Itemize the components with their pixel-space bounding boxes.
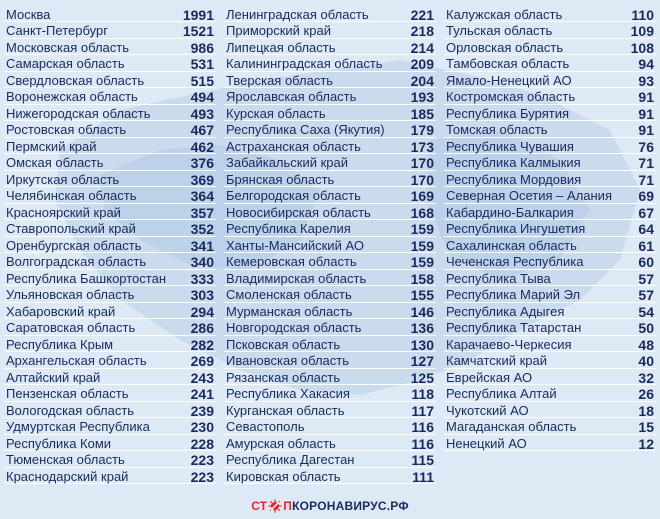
case-count: 204 bbox=[410, 72, 434, 89]
table-row bbox=[444, 421, 656, 435]
table-row bbox=[4, 190, 216, 204]
table-row bbox=[4, 124, 216, 138]
region-name: Республика Ингушетия bbox=[446, 221, 586, 236]
region-name: Еврейская АО bbox=[446, 369, 533, 385]
region-name: Калужская область bbox=[446, 6, 563, 22]
table-row bbox=[224, 322, 436, 336]
region-name: Республика Саха (Якутия) bbox=[226, 122, 385, 137]
case-count: 116 bbox=[411, 419, 434, 435]
table-row bbox=[444, 223, 656, 237]
table-row bbox=[224, 91, 436, 105]
region-name: Кемеровская область bbox=[226, 254, 357, 269]
table-row bbox=[224, 355, 436, 369]
case-count: 127 bbox=[410, 353, 434, 369]
case-count: 18 bbox=[638, 402, 654, 419]
case-count: 531 bbox=[190, 56, 214, 72]
table-row bbox=[444, 437, 656, 451]
case-count: 364 bbox=[190, 188, 214, 204]
region-name: Нижегородская область bbox=[6, 105, 151, 121]
case-count: 54 bbox=[638, 303, 654, 320]
table-row bbox=[4, 140, 216, 154]
table-row bbox=[224, 107, 436, 121]
case-count: 230 bbox=[190, 419, 214, 435]
case-count: 91 bbox=[638, 89, 654, 105]
region-name: Вологодская область bbox=[6, 402, 135, 418]
table-row bbox=[4, 305, 216, 319]
table-row bbox=[224, 388, 436, 402]
region-name: Республика Коми bbox=[6, 435, 112, 451]
region-name: Орловская область bbox=[446, 39, 564, 55]
case-count: 209 bbox=[410, 56, 434, 72]
region-name: Севастополь bbox=[226, 419, 305, 434]
case-count: 352 bbox=[190, 221, 214, 237]
case-count: 26 bbox=[638, 386, 654, 402]
table-row bbox=[4, 289, 216, 303]
case-count: 239 bbox=[190, 402, 214, 419]
region-name: Сахалинская область bbox=[446, 237, 577, 253]
case-count: 170 bbox=[410, 155, 434, 171]
case-count: 108 bbox=[630, 39, 654, 56]
case-count: 286 bbox=[190, 320, 214, 336]
brand-part-1: СТ bbox=[251, 499, 268, 513]
region-name: Ленинградская область bbox=[226, 6, 369, 22]
table-row bbox=[4, 173, 216, 187]
case-count: 159 bbox=[410, 221, 434, 237]
coronavirus-icon bbox=[268, 499, 282, 513]
case-count: 67 bbox=[638, 204, 654, 221]
case-count: 64 bbox=[638, 221, 654, 237]
region-name: Республика Башкортостан bbox=[6, 270, 166, 286]
case-count: 76 bbox=[638, 138, 654, 155]
region-name: Оренбургская область bbox=[6, 237, 142, 253]
region-name: Камчатский край bbox=[446, 353, 547, 368]
region-name: Республика Дагестан bbox=[226, 452, 355, 467]
case-count: 333 bbox=[190, 270, 214, 287]
case-count: 110 bbox=[631, 6, 654, 23]
table-row bbox=[224, 239, 436, 253]
case-count: 125 bbox=[410, 369, 434, 386]
region-name: Республика Мордовия bbox=[446, 171, 582, 187]
table-row bbox=[444, 256, 656, 270]
table-row bbox=[224, 289, 436, 303]
case-count: 159 bbox=[410, 254, 434, 270]
region-name: Красноярский край bbox=[6, 204, 121, 220]
region-name: Удмуртская Республика bbox=[6, 419, 150, 434]
region-name: Ненецкий АО bbox=[446, 435, 527, 451]
table-row bbox=[444, 272, 656, 286]
table-row bbox=[224, 404, 436, 418]
case-count: 61 bbox=[638, 237, 654, 254]
case-count: 357 bbox=[190, 204, 214, 221]
region-name: Смоленская область bbox=[226, 287, 352, 302]
table-row bbox=[444, 289, 656, 303]
region-name: Ульяновская область bbox=[6, 287, 135, 302]
case-count: 282 bbox=[190, 336, 214, 353]
region-name: Белгородская область bbox=[226, 188, 361, 203]
region-name: Приморский край bbox=[226, 23, 331, 38]
case-count: 146 bbox=[410, 303, 434, 320]
region-name: Республика Алтай bbox=[446, 386, 557, 401]
case-count: 515 bbox=[190, 72, 214, 89]
table-row bbox=[444, 107, 656, 121]
table-row bbox=[224, 8, 436, 22]
brand-part-2: П bbox=[283, 499, 293, 513]
table-row bbox=[444, 8, 656, 22]
case-count: 71 bbox=[638, 171, 654, 188]
case-count: 1991 bbox=[182, 6, 214, 23]
region-name: Северная Осетия – Алания bbox=[446, 188, 612, 203]
case-count: 136 bbox=[410, 320, 434, 336]
region-name: Амурская область bbox=[226, 435, 336, 451]
column-1 bbox=[4, 8, 216, 490]
table-row bbox=[444, 58, 656, 72]
region-name: Хабаровский край bbox=[6, 303, 116, 319]
footer-brand bbox=[0, 496, 660, 516]
case-count: 269 bbox=[190, 353, 214, 369]
region-name: Курганская область bbox=[226, 402, 345, 418]
table-row bbox=[4, 338, 216, 352]
regions-table bbox=[4, 8, 656, 490]
table-row bbox=[4, 157, 216, 171]
table-row bbox=[224, 272, 436, 286]
table-row bbox=[444, 74, 656, 88]
region-name: Волгоградская область bbox=[6, 254, 147, 269]
region-name: Республика Бурятия bbox=[446, 105, 570, 121]
region-name: Краснодарский край bbox=[6, 468, 129, 484]
region-name: Республика Крым bbox=[6, 336, 114, 352]
case-count: 341 bbox=[190, 237, 214, 254]
table-row bbox=[224, 140, 436, 154]
table-row bbox=[4, 8, 216, 22]
region-name: Самарская область bbox=[6, 56, 125, 71]
table-row bbox=[444, 157, 656, 171]
table-row bbox=[4, 421, 216, 435]
case-count: 494 bbox=[190, 89, 214, 105]
region-name: Архангельская область bbox=[6, 353, 147, 368]
region-name: Тверская область bbox=[226, 72, 334, 88]
region-name: Ярославская область bbox=[226, 89, 357, 104]
case-count: 50 bbox=[638, 320, 654, 336]
table-row bbox=[224, 41, 436, 55]
brand-part-3: КОРОНАВИРУС.РФ bbox=[292, 499, 409, 513]
region-name: Липецкая область bbox=[226, 39, 336, 55]
table-row bbox=[4, 322, 216, 336]
case-count: 158 bbox=[410, 270, 434, 287]
case-count: 223 bbox=[190, 452, 214, 468]
table-row bbox=[444, 25, 656, 39]
table-row bbox=[224, 157, 436, 171]
case-count: 168 bbox=[410, 204, 434, 221]
table-row bbox=[4, 437, 216, 451]
case-count: 241 bbox=[190, 386, 214, 402]
region-name: Московская область bbox=[6, 39, 130, 55]
table-row bbox=[444, 305, 656, 319]
case-count: 12 bbox=[638, 435, 654, 452]
region-name: Пензенская область bbox=[6, 386, 129, 401]
case-count: 117 bbox=[411, 402, 434, 419]
table-row bbox=[224, 256, 436, 270]
region-name: Магаданская область bbox=[446, 419, 577, 434]
table-row bbox=[4, 41, 216, 55]
region-name: Республика Хакасия bbox=[226, 386, 350, 401]
region-name: Кабардино-Балкария bbox=[446, 204, 574, 220]
region-name: Омская область bbox=[6, 155, 104, 170]
table-row bbox=[224, 206, 436, 220]
table-row bbox=[224, 305, 436, 319]
region-name: Новосибирская область bbox=[226, 204, 371, 220]
region-name: Владимирская область bbox=[226, 270, 367, 286]
case-count: 170 bbox=[410, 171, 434, 188]
case-count: 15 bbox=[638, 419, 654, 435]
table-row bbox=[4, 206, 216, 220]
table-row bbox=[224, 173, 436, 187]
case-count: 93 bbox=[638, 72, 654, 89]
region-name: Ивановская область bbox=[226, 353, 349, 368]
case-count: 223 bbox=[190, 468, 214, 485]
case-count: 109 bbox=[630, 23, 654, 39]
case-count: 71 bbox=[638, 155, 654, 171]
table-row bbox=[4, 91, 216, 105]
region-name: Астраханская область bbox=[226, 138, 361, 154]
region-name: Воронежская область bbox=[6, 89, 138, 104]
case-count: 57 bbox=[638, 287, 654, 303]
region-name: Томская область bbox=[446, 122, 548, 137]
region-name: Республика Тыва bbox=[446, 270, 551, 286]
table-row bbox=[4, 371, 216, 385]
table-row bbox=[444, 388, 656, 402]
table-row bbox=[444, 190, 656, 204]
table-row bbox=[444, 206, 656, 220]
region-name: Ростовская область bbox=[6, 122, 127, 137]
table-row bbox=[4, 272, 216, 286]
case-count: 155 bbox=[410, 287, 434, 303]
region-name: Курская область bbox=[226, 105, 326, 121]
region-name: Тамбовская область bbox=[446, 56, 570, 71]
region-name: Псковская область bbox=[226, 336, 341, 352]
case-count: 118 bbox=[411, 386, 434, 402]
table-row bbox=[4, 404, 216, 418]
table-row bbox=[444, 322, 656, 336]
region-name: Свердловская область bbox=[6, 72, 145, 88]
table-row bbox=[444, 371, 656, 385]
column-2 bbox=[224, 8, 436, 490]
table-row bbox=[224, 190, 436, 204]
case-count: 91 bbox=[638, 122, 654, 138]
region-name: Новгородская область bbox=[226, 320, 362, 335]
case-count: 111 bbox=[412, 468, 434, 485]
case-count: 48 bbox=[638, 336, 654, 353]
table-row bbox=[224, 124, 436, 138]
table-row bbox=[444, 173, 656, 187]
table-row bbox=[224, 25, 436, 39]
region-name: Брянская область bbox=[226, 171, 335, 187]
case-count: 94 bbox=[638, 56, 654, 72]
table-row bbox=[4, 256, 216, 270]
table-row bbox=[444, 124, 656, 138]
region-name: Саратовская область bbox=[6, 320, 136, 335]
table-row bbox=[444, 140, 656, 154]
table-row bbox=[224, 421, 436, 435]
table-row bbox=[444, 355, 656, 369]
region-name: Чеченская Республика bbox=[446, 254, 584, 269]
region-name: Иркутская область bbox=[6, 171, 120, 187]
case-count: 294 bbox=[190, 303, 214, 320]
case-count: 91 bbox=[638, 105, 654, 122]
table-row bbox=[4, 470, 216, 484]
case-count: 467 bbox=[190, 122, 214, 138]
case-count: 40 bbox=[638, 353, 654, 369]
region-name: Забайкальский край bbox=[226, 155, 349, 170]
case-count: 32 bbox=[638, 369, 654, 386]
column-3 bbox=[444, 8, 656, 490]
region-name: Чукотский АО bbox=[446, 402, 529, 418]
case-count: 228 bbox=[190, 435, 214, 452]
table-row bbox=[444, 239, 656, 253]
case-count: 340 bbox=[190, 254, 214, 270]
region-name: Пермский край bbox=[6, 138, 97, 154]
region-name: Ханты-Мансийский АО bbox=[226, 237, 364, 253]
case-count: 218 bbox=[410, 23, 434, 39]
table-row bbox=[444, 404, 656, 418]
region-name: Республика Адыгея bbox=[446, 303, 565, 319]
case-count: 169 bbox=[410, 188, 434, 204]
region-name: Алтайский край bbox=[6, 369, 101, 385]
table-row bbox=[4, 58, 216, 72]
case-count: 376 bbox=[190, 155, 214, 171]
case-count: 115 bbox=[411, 452, 434, 468]
region-name: Калининградская область bbox=[226, 56, 383, 71]
region-name: Санкт-Петербург bbox=[6, 23, 108, 38]
region-name: Москва bbox=[6, 6, 51, 22]
case-count: 243 bbox=[190, 369, 214, 386]
case-count: 214 bbox=[410, 39, 434, 56]
table-row bbox=[224, 437, 436, 451]
table-row bbox=[4, 223, 216, 237]
region-name: Республика Калмыкия bbox=[446, 155, 581, 170]
table-row bbox=[224, 454, 436, 468]
region-name: Мурманская область bbox=[226, 303, 353, 319]
table-row bbox=[224, 58, 436, 72]
case-count: 1521 bbox=[182, 23, 214, 39]
table-row bbox=[444, 338, 656, 352]
region-name: Республика Татарстан bbox=[446, 320, 582, 335]
case-count: 69 bbox=[638, 188, 654, 204]
region-name: Кировская область bbox=[226, 468, 341, 484]
region-name: Челябинская область bbox=[6, 188, 137, 203]
table-row bbox=[4, 454, 216, 468]
case-count: 185 bbox=[410, 105, 434, 122]
table-row bbox=[224, 371, 436, 385]
table-row bbox=[4, 239, 216, 253]
table-row bbox=[4, 74, 216, 88]
table-row bbox=[444, 41, 656, 55]
case-count: 179 bbox=[410, 122, 434, 138]
case-count: 57 bbox=[638, 270, 654, 287]
table-row bbox=[224, 223, 436, 237]
region-name: Тульская область bbox=[446, 23, 553, 38]
table-row bbox=[4, 25, 216, 39]
case-count: 462 bbox=[190, 138, 214, 155]
region-name: Ставропольский край bbox=[6, 221, 136, 236]
case-count: 60 bbox=[638, 254, 654, 270]
region-name: Карачаево-Черкесия bbox=[446, 336, 572, 352]
case-count: 986 bbox=[190, 39, 214, 56]
case-count: 369 bbox=[190, 171, 214, 188]
table-row bbox=[224, 470, 436, 484]
table-row bbox=[4, 107, 216, 121]
region-name: Тюменская область bbox=[6, 452, 125, 467]
region-name: Рязанская область bbox=[226, 369, 341, 385]
case-count: 130 bbox=[410, 336, 434, 353]
case-count: 159 bbox=[410, 237, 434, 254]
table-row bbox=[444, 91, 656, 105]
table-row bbox=[4, 388, 216, 402]
case-count: 493 bbox=[190, 105, 214, 122]
region-name: Республика Карелия bbox=[226, 221, 351, 236]
table-row bbox=[224, 74, 436, 88]
case-count: 116 bbox=[411, 435, 434, 452]
region-name: Республика Чувашия bbox=[446, 138, 574, 154]
region-name: Костромская область bbox=[446, 89, 576, 104]
case-count: 303 bbox=[190, 287, 214, 303]
region-name: Ямало-Ненецкий АО bbox=[446, 72, 572, 88]
case-count: 173 bbox=[410, 138, 434, 155]
region-name: Республика Марий Эл bbox=[446, 287, 581, 302]
table-row bbox=[224, 338, 436, 352]
table-row bbox=[4, 355, 216, 369]
case-count: 193 bbox=[410, 89, 434, 105]
case-count: 221 bbox=[410, 6, 434, 23]
